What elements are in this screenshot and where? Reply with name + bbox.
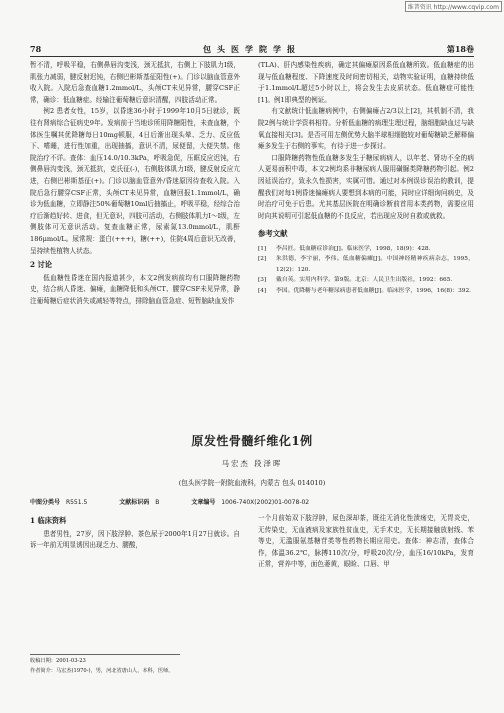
- reference-number: [1]: [258, 245, 267, 252]
- paragraph: 有文献统计低血糖病例中，右侧偏瘫占2/3以上[2]，其机制不清，我院2例与统计学资料相符。分析低血糖的病理生理过程，脑细胞缺血过与缺氧直接相关[3]。是否可用左侧优势大脑半球相细胞较对葡萄糖缺乏解释偏瘫多发生于右侧的事实，有待于进一步探讨。: [258, 107, 474, 151]
- author-info: 作者简介：马宏杰(1970-)，男，河北省唐山人，本科，医师。: [30, 667, 174, 674]
- meta-label: 文献标识码: [119, 499, 150, 506]
- article-title: 原发性骨髓纤维化1例: [191, 434, 313, 448]
- meta-label: 文章编号: [191, 499, 216, 506]
- reference-text: 李昌匠。低血糖症诊治[J]。临床医学，1998，18(9)：428.: [276, 245, 431, 252]
- reference-item: [258, 244, 474, 255]
- article-authors: 马宏杰 段泽晖: [221, 459, 283, 468]
- paragraph: 例2 患者女性，15岁，以昏迷36小时于1999年10月5日就诊，既往有肾病综合征病史9年。发病前于当地诊所用降糖阳性，未查血糖，个体医生嘱其优降糖每日10mg顿服，4日后渐出现头晕、乏力、反应低下、嗜睡，进行性加重，出现抽搐，意识不清，尿便留，大便失禁。他院治疗不详。查体：血压14.0/10.3kPa，呼吸急促，压眶反应迟钝，右侧鼻唇沟变浅，颈无抵抗，克氏征(-)，右侧肢体肌力Ⅰ级，腱反射反应亢进，右侧巴彬斯基征(+)。门诊以脑血管意外/昏迷原因待查收入院。入院后急行腰穿CSF正常，头颅CT未见异常，血糖回报1.1mmol/L，确诊为低血糖，立即静注50%葡萄糖10ml后抽搐止，呼吸平稳，经综合治疗后渐趋好转、进食，但无意识，四肢可活动，右侧肢体肌力Ⅰ～Ⅰ级，左侧肢体可无意识活动。复查血糖正常，尿素氮13.0mmol/L，肌酐186μmol/L。尿常规：蛋白(+++)，糖(++)，住院4周后意识无改善，呈持续性植物人状态。: [30, 107, 240, 255]
- meta-label: 中图分类号: [30, 499, 61, 506]
- reference-text: 朱洪德，李宇丽，李伟。低血糖偏瘫[J]。中国神经精神疾病杂志，1995，12(2)：120.: [276, 256, 474, 273]
- running-header: [30, 42, 474, 57]
- received-date: 收稿日期：2001-03-23: [30, 658, 86, 664]
- references-section: [258, 228, 474, 296]
- paragraph: 低血糖性昏迷在国内报道甚少，本文2例发病前均有口服降糖药物史，结合病人昏迷、偏瘫，血糖降低和头颅CT、腰穿CSF未见异常，静注葡萄糖后症状消失或减轻等特点，排除脑血管急症、短暂脑缺血发作: [30, 273, 240, 305]
- article-meta: [30, 497, 474, 506]
- paragraph: 患者男性，27岁，因下肢浮肿、茶色尿于2000年1月27日就诊。自诉一年前无明显诱因出现乏力、腰酸，: [30, 529, 240, 550]
- section-heading: 1 临床资料: [30, 516, 67, 525]
- paragraph: 口服降糖药物性低血糖多发生于糖尿病病人，以年老、肾功不全的病人更易面积中毒，本文2例均系非糖尿病人服用磺脲类降糖药物引起。例2因延误治疗，致永久性损害，实属可惜。通过对本例误诊误治的教训，提醒我们对每1例昏迷偏瘫病人要想到本病的可能，同时应详细询问病史，及时治疗可免于后患。尤其基层医院在明确诊断前首用本类药物，需要应用时向其说明可引起低血糖的不良反应，若出现应及时自救或就救。: [258, 153, 474, 220]
- meta-value: 1006-740X(2002)01-0078-02: [221, 499, 310, 506]
- upper-left-column: [30, 60, 240, 307]
- paragraph: (TLA)、肝内感染性疾病，确定其偏瘫原因系低血糖所致。低血糖症的出现与低血糖程度、下降速度及时间密切相关，动物实验证明，血糖持续低于1.1mmol/L超过5小时以上，将会发生去皮质状态。低血糖症可能性[1]。例1即典型的例证。: [258, 61, 474, 104]
- meta-value: B: [155, 499, 160, 506]
- page-number: 78: [30, 44, 42, 54]
- paragraph: 一个月前始双下肢浮肿，尿色深却茶，既往无消化性溃疡史，无胃炎史，无传染史，无血液病及家族性贫血史，无手术史，无长期接触放射线、苯等史，无滥服氨基糖苷类等性药物长期应用史。查体：神志清，查体合作，体温36.2℃，脉搏110次/分，呼吸20次/分，血压16/10kPa，发育正常，营养中等，面色萎黄，眼睑、口唇、甲: [258, 514, 474, 569]
- upper-right-column: [258, 60, 474, 296]
- reference-number: [3]: [258, 277, 267, 284]
- reference-number: [2]: [258, 256, 267, 263]
- lower-left-column: [30, 513, 240, 552]
- meta-item: [30, 497, 87, 506]
- journal-name: 包头医学院学报: [203, 44, 301, 54]
- paragraph: 暂不清，呼吸平稳，右侧鼻唇沟变浅，颈无抵抗，右侧上下肢肌力Ⅰ级，肌张力减弱，腱反射迟钝，右侧巴彬斯基征阳性(+)。门诊以脑血管意外收入院。入院后急查血糖1.2mmol/L，头颅CT未见异常，腰穿CSF正常，确诊：低血糖症。经输注葡萄糖后意识清醒，四肢活动正常。: [30, 61, 240, 104]
- reference-text: 戴自英。实用内科学。第9版。北京：人民卫生出版社，1992：665.: [276, 277, 453, 284]
- meta-item: [191, 497, 309, 506]
- reference-number: [4]: [258, 287, 267, 294]
- reference-item: [258, 275, 474, 286]
- references-heading: 参考文献: [258, 229, 288, 239]
- section-heading: 2 讨论: [30, 260, 52, 270]
- lower-right-column: [258, 513, 474, 571]
- article-affiliation: (包头医学院一附院血液科，内蒙古 包头 014010): [178, 479, 326, 487]
- reference-text: 李国。优降糖与老年糖尿病患者低血糖[J]。临床医学，1996，16(8)：392.: [276, 287, 472, 294]
- volume-label: 第18卷: [446, 44, 474, 54]
- meta-item: [119, 497, 159, 506]
- reference-item: [258, 254, 474, 275]
- footnote: [30, 654, 180, 676]
- reference-item: [258, 286, 474, 297]
- meta-value: R551.5: [65, 499, 88, 506]
- watermark-stamp: 维普资讯 http://www.cqvip.com: [405, 1, 502, 12]
